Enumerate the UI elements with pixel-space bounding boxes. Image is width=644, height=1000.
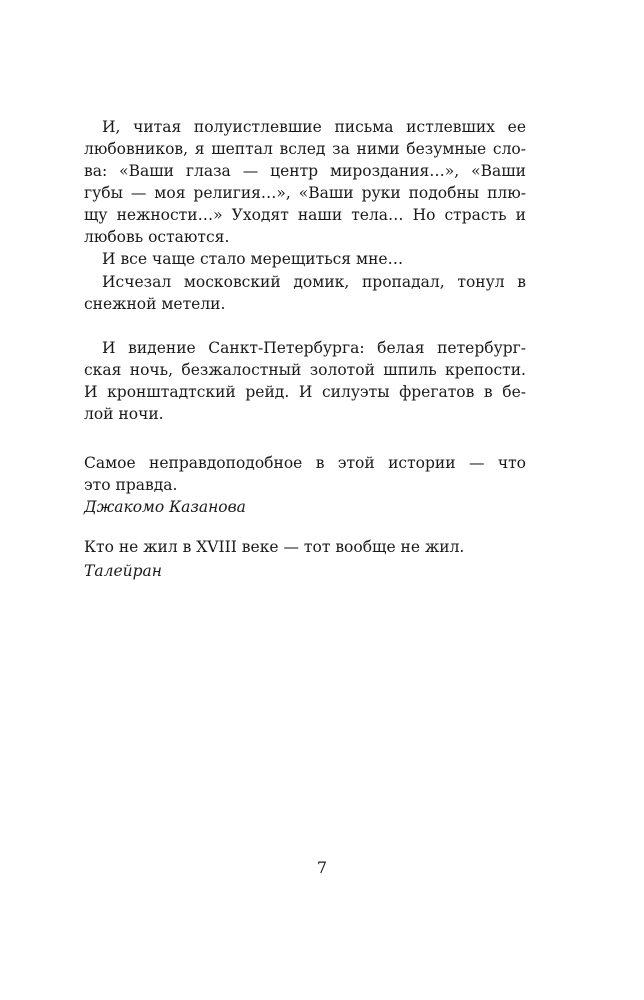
paragraph-petersburg	[84, 337, 526, 425]
text-line: И видение Санкт-Петербурга: белая петербург-	[102, 339, 526, 357]
author-name: Джакомо Казанова	[84, 498, 246, 516]
text-line: Кто не жил в XVIII веке — тот вообще не жил.	[84, 538, 465, 556]
author-name: Талейран	[84, 562, 162, 580]
text-line: снежной метели.	[84, 295, 226, 313]
epigraph-author-2	[84, 560, 526, 582]
text-line: И кронштадтский рейд. И силуэты фрегатов в бе-	[84, 383, 526, 401]
page-number: 7	[316, 858, 328, 877]
text-line: щу нежности…» Уходят наши тела… Но страсть и	[84, 206, 526, 224]
text-line: это правда.	[84, 476, 178, 494]
text-line: лой ночи.	[84, 405, 164, 423]
paragraph-letters	[84, 116, 526, 270]
text-line: Исчезал московский домик, пропадал, тонул в	[102, 273, 526, 291]
text-line: Самое неправдоподобное в этой истории — что	[84, 454, 526, 472]
text-line: ва: «Ваши глаза — центр мироздания…», «Ваши	[84, 162, 526, 180]
epigraph-author-1	[84, 496, 526, 518]
epigraph-quote-1	[84, 452, 526, 496]
text-line: ская ночь, безжалостный золотой шпиль крепости.	[84, 361, 526, 379]
text-line: И все чаще стало мерещиться мне…	[102, 250, 404, 268]
text-line: И, читая полуистлевшие письма истлевших ее	[102, 118, 526, 136]
text-line: любовь остаются.	[84, 228, 230, 246]
text-line: любовников, я шептал вслед за ними безумные сло-	[84, 140, 526, 158]
epigraph-quote-2	[84, 536, 526, 558]
paragraph-moscow	[84, 271, 526, 315]
text-line: губы — моя религия…», «Ваши руки подобны плю-	[84, 184, 526, 202]
